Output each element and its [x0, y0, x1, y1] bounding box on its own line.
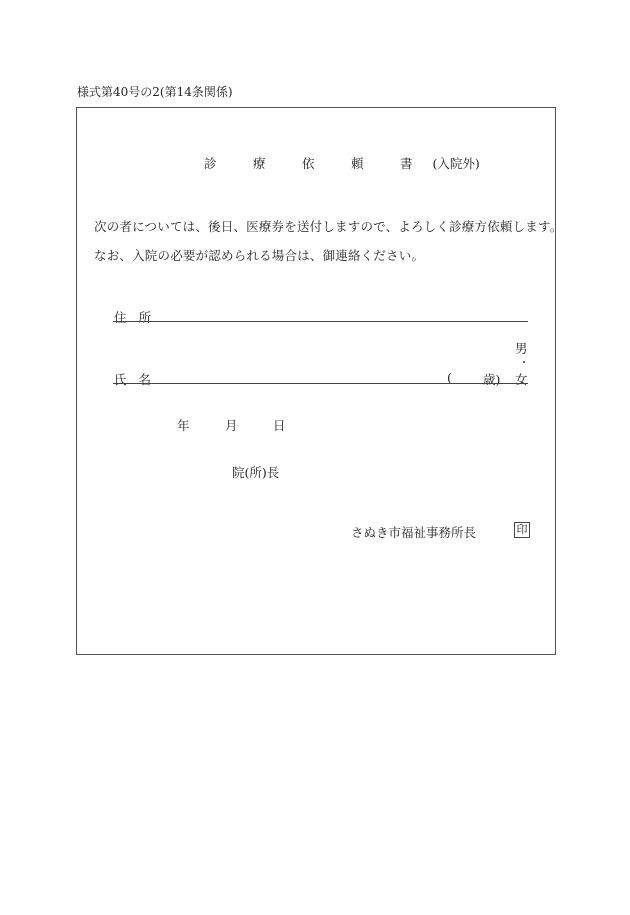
- sex-option-male[interactable]: 男: [515, 341, 528, 356]
- date-month-label: 月: [225, 418, 238, 433]
- sex-option-female[interactable]: 女: [515, 372, 528, 387]
- title-char: 依: [302, 156, 315, 171]
- title-suffix: (入院外): [432, 156, 480, 171]
- name-label-char: 名: [138, 372, 152, 387]
- title-char: 頼: [351, 156, 364, 171]
- name-label-char: 氏: [114, 372, 127, 387]
- document-title: [204, 154, 480, 172]
- addressee: 院(所)長: [232, 465, 280, 480]
- name-field[interactable]: [113, 383, 528, 384]
- age-label: 歳): [483, 372, 501, 387]
- body-text-line-2: なお、入院の必要が認められる場合は、御連絡ください。: [94, 248, 425, 263]
- title-char: 療: [253, 156, 266, 171]
- address-label-char: 住: [114, 310, 127, 325]
- address-label: [114, 308, 151, 326]
- form-reference: 様式第40号の2(第14条関係): [77, 85, 233, 99]
- title-char: 診: [204, 156, 217, 171]
- age-open-paren: (: [447, 370, 452, 385]
- address-field[interactable]: [113, 321, 528, 322]
- date-year-label: 年: [177, 418, 190, 433]
- name-label: [114, 370, 151, 388]
- issuer: さぬき市福祉事務所長: [351, 525, 477, 540]
- title-char: 書: [400, 156, 413, 171]
- address-label-char: 所: [138, 310, 152, 325]
- sex-separator: ・: [519, 358, 529, 369]
- date-day-label: 日: [273, 418, 286, 433]
- seal-icon: 印: [514, 522, 530, 538]
- body-text-line-1: 次の者については、後日、医療券を送付しますので、よろしく診療方依頼します。: [94, 219, 563, 234]
